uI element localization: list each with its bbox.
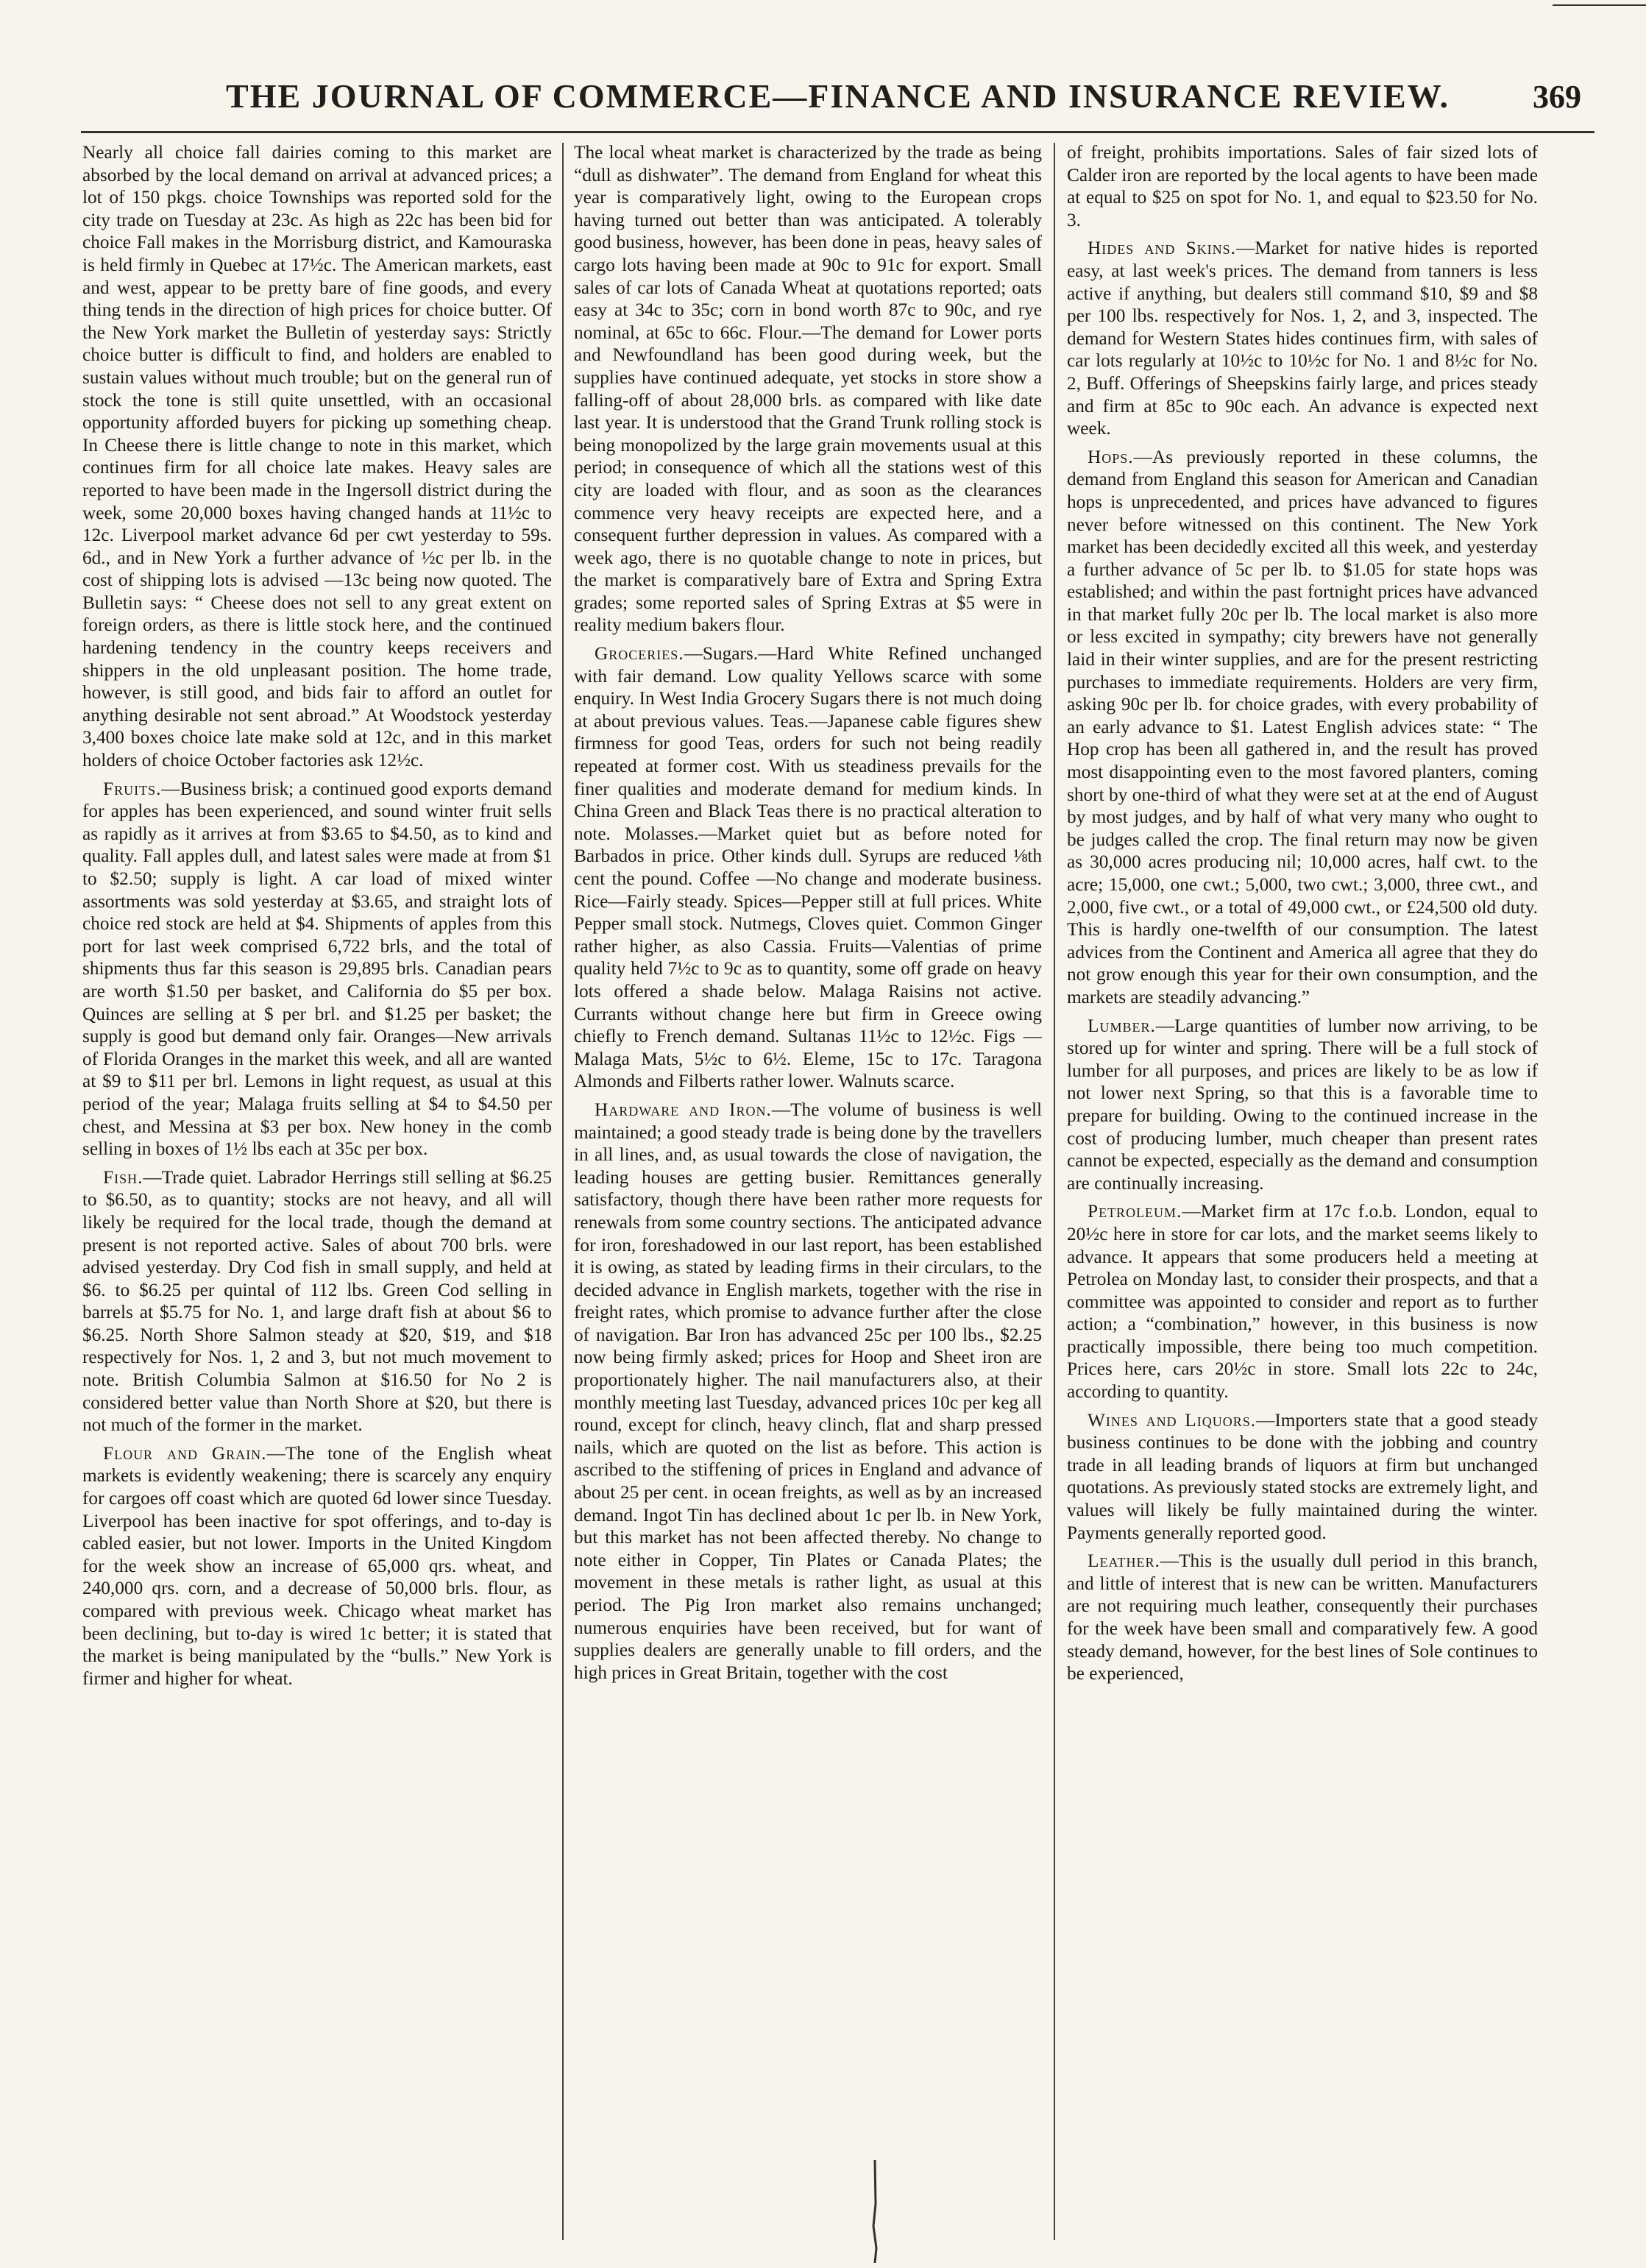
paragraph-text: of freight, prohibits importations. Sales of fair sized lots of Calder iron are reported by the local agents to have been made at equal to $25 on spot for No. 1, and equal to $23.50 for No. 3. bbox=[1067, 142, 1538, 230]
section-heading: Hops. bbox=[1088, 446, 1134, 467]
paragraph-text: —The volume of business is well maintained; a good steady trade is being done by the travellers in all lines, and, as usual towards the close of navigation, the leading houses are getting busier. Remittances generally satisfactory, though there have been rather more requests for renewals from some country sections. The anticipated advance for iron, foreshadowed in our last report, has been established it is owing, as stated by leading firms in their circulars, to the decided advance in English markets, together with the rise in freight rates, which promise to advance further after the close of navigation. Bar Iron has advanced 25c per 100 lbs., $2.25 now being firmly asked; prices for Hoop and Sheet iron are proportionately higher. The nail manufacturers also, at their monthly meeting last Tuesday, advanced prices 10c per keg all round, except for clinch, heavy clinch, flat and sharp pressed nails, which are quoted on the list as before. This action is ascribed to the stiffening of prices in England and advance of about 25 per cent. in ocean freights, as well as by an increased demand. Ingot Tin has declined about 1c per lb. in New York, but this market has not been affected thereby. No change to note either in Copper, Tin Plates or Canada Plates; the movement in these metals is rather light, as usual at this period. The Pig Iron market also remains unchanged; numerous enquiries have been received, but for want of supplies dealers are generally unable to fill orders, and the high prices in Great Britain, together with the cost bbox=[574, 1099, 1042, 1683]
section-heading: Lumber. bbox=[1088, 1015, 1156, 1036]
article-paragraph bbox=[82, 1442, 552, 1690]
paragraph-text: —Trade quiet. Labrador Herrings still selling at $6.25 to $6.50, as to quantity; stocks are not heavy, and all will likely be required for the local trade, though the demand at present is not reported active. Sales of about 700 brls. were advised yesterday. Dry Cod fish in small supply, and held at $6. to $6.25 per quintal of 112 lbs. Green Cod selling in barrels at $5.75 for No. 1, and large draft fish at about $6 to $6.25. North Shore Salmon steady at $20, $19, and $18 respectively for Nos. 1, 2 and 3, but not much movement to note. British Columbia Salmon at $16.50 for No 2 is considered better value than North Shore at $20, but there is not much of the former in the market. bbox=[82, 1166, 552, 1436]
paragraph-text: —Market firm at 17c f.o.b. London, equal to 20½c here in store for car lots, and the market seems likely to advance. It appears that some producers held a meeting at Petrolea on Monday last, to consider their prospects, and that a committee was appointed to consider and report as to further action; a “combination,” however, in this business is now practically impossible, there being too much competition. Prices here, cars 20½c in store. Small lots 22c to 24c, according to quantity. bbox=[1067, 1201, 1538, 1403]
section-heading: Hides and Skins. bbox=[1088, 238, 1236, 259]
article-paragraph bbox=[1067, 1550, 1538, 1685]
article-paragraph bbox=[574, 642, 1042, 1093]
section-heading: Wines and Liquors. bbox=[1088, 1409, 1257, 1431]
article-paragraph bbox=[82, 778, 552, 1160]
page-header bbox=[81, 71, 1594, 122]
paragraph-text: —Importers state that a good steady business continues to be done with the jobbing and country trade in all leading brands of liquors at firm but unchanged quotations. As previously stated stocks are extremely light, and values will likely be fully maintained during the winter. Payments generally reported good. bbox=[1067, 1409, 1538, 1543]
section-heading: Hardware and Iron. bbox=[595, 1099, 772, 1120]
article-paragraph bbox=[574, 141, 1042, 637]
paragraph-text: —Business brisk; a continued good exports demand for apples has been experienced, and sound winter fruit sells as rapidly as it arrives at from $3.65 to $4.50, as to kind and quality. Fall apples dull, and latest sales were made at from $1 to $2.50; supply is light. A car load of mixed winter assortments was sold yesterday at $3.65, and straight lots of choice red stock are held at $4. Shipments of apples from this port for last week comprised 6,722 brls, and the total of shipments thus far this season is 29,895 brls. Canadian pears are worth $1.50 per basket, and California do $5 per box. Quinces are selling at $ per brl. and $1.25 per basket; the supply is good but demand only fair. Oranges—New arrivals of Florida Oranges in the market this week, and all are wanted at $9 to $11 per brl. Lemons in light request, as usual at this period of the year; Malaga fruits selling at $4 to $4.50 per chest, and Messina at $3 per box. New honey in the comb selling in boxes of 1½ lbs each at 35c per box. bbox=[82, 778, 552, 1160]
article-paragraph bbox=[1067, 1409, 1538, 1545]
section-heading: Flour and Grain. bbox=[103, 1442, 267, 1464]
section-heading: Fruits. bbox=[103, 778, 162, 799]
paragraph-text: —This is the usually dull period in this branch, and little of interest that is new can be written. Manufacturers are not requiring much leather, consequently their purchases for the week have been small and comparatively few. A good steady demand, however, for the best lines of Sole continues to be experienced, bbox=[1067, 1551, 1538, 1684]
paragraph-text: —Large quantities of lumber now arriving, to be stored up for winter and spring. There will be a full stock of lumber for all purposes, and prices are likely to be as low if not lower next Spring, so that this is a favorable time to prepare for building. Owing to the continued increase in the cost of producing lumber, much cheaper than present rates cannot be expected, especially as the demand and consumption are continually increasing. bbox=[1067, 1015, 1538, 1194]
paragraph-text: —Sugars.—Hard White Refined unchanged with fair demand. Low quality Yellows scarce with some enquiry. In West India Grocery Sugars there is not much doing at about previous values. Teas.—Japanese cable figures shew firmness for good Teas, orders for such not being readily repeated at former cost. With us steadiness prevails for the finer qualities and moderate demand for medium kinds. In China Green and Black Teas there is no practical alteration to note. Molasses.—Market quiet but as before noted for Barbados in price. Other kinds dull. Syrups are reduced ⅛th cent the pound. Coffee —No change and moderate business. Rice—Fairly steady. Spices—Pepper still at full prices. White Pepper small stock. Nutmegs, Cloves quiet. Common Ginger rather higher, as also Cassia. Fruits—Valentias of prime quality held 7½c to 9c as to quantity, some off grade on heavy lots offered a shade below. Malaga Raisins not active. Currants without change here but firm in Greece owing chiefly to French demand. Sultanas 11½c to 12½c. Figs —Malaga Mats, 5½c to 6½. Eleme, 15c to 17c. Taragona Almonds and Filberts rather lower. Walnuts scarce. bbox=[574, 643, 1042, 1092]
article-paragraph bbox=[1067, 1200, 1538, 1403]
article-paragraph bbox=[82, 1166, 552, 1436]
column-divider bbox=[562, 143, 564, 2240]
edge-rule bbox=[1553, 4, 1646, 6]
column-1 bbox=[82, 141, 552, 2246]
paragraph-text: —As previously reported in these columns, the demand from England this season for American and Canadian hops is unprecedented, and prices have advanced to figures never before witnessed on this continent. The New York market has been decidedly excited all this week, and yesterday a further advance of 5c per lb. to $1.05 for state hops was established; and within the past fortnight prices have advanced in that market fully 20c per lb. The local market is also more or less excited in sympathy; city brewers have not generally laid in their winter supplies, and are for the present restricting purchases to immediate requirements. Holders are very firm, asking 90c per lb. for choice grades, with every probability of an early advance to $1. Latest English advices state: “ The Hop crop has been all gathered in, and the result has proved most disappointing even to the most favored planters, coming short by one-third of what they were set at at the end of August by most judges, and by half of what very many who ought to be judges called the crop. The final return may now be given as 30,000 acres producing nil; 10,000 acres, half cwt. to the acre; 15,000, one cwt.; 5,000, two cwt.; 3,000, three cwt., and 2,000, five cwt., or a total of 49,000 cwt., or £24,500 old duty. This is hardly one-twelfth of our consumption. The latest advices from the Continent and America all agree that they do not grow enough this year for their own consumption, and the markets are steadily advancing.” bbox=[1067, 446, 1538, 1007]
column-3 bbox=[1067, 141, 1538, 2246]
article-paragraph bbox=[1067, 237, 1538, 439]
running-title: THE JOURNAL OF COMMERCE—FINANCE AND INSURANCE REVIEW. bbox=[226, 77, 1450, 115]
section-heading: Petroleum. bbox=[1088, 1201, 1182, 1222]
column-divider bbox=[1054, 143, 1055, 2240]
paragraph-text: The local wheat market is characterized by the trade as being “dull as dishwater”. The demand from England for wheat this year is comparatively light, owing to the European crops having turned out better than was anticipated. A tolerably good business, however, has been done in peas, heavy sales of cargo lots having been made at 90c to 91c for export. Small sales of car lots of Canada Wheat at quotations reported; oats easy at 34c to 35c; corn in bond worth 87c to 90c, and rye nominal, at 65c to 66c. Flour.—The demand for Lower ports and Newfoundland has been good during week, but the supplies have continued adequate, yet stocks in store show a falling-off of about 28,000 brls. as compared with like date last year. It is understood that the Grand Trunk rolling stock is being monopolized by the large grain movements usual at this period; in consequence of which all the stations west of this city are loaded with flour, and as soon as the clearances commence very heavy receipts are expected here, and a consequent further depression in values. As compared with a week ago, there is no quotable change to note in prices, but the market is comparatively bare of Extra and Spring Extra grades; some reported sales of Spring Extras at $5 were in reality medium bakers flour. bbox=[574, 142, 1042, 636]
section-heading: Leather. bbox=[1088, 1551, 1160, 1572]
section-heading: Groceries. bbox=[595, 643, 684, 665]
column-2 bbox=[574, 141, 1042, 2246]
fold-mark bbox=[868, 2160, 881, 2263]
article-paragraph bbox=[1067, 141, 1538, 231]
page-number: 369 bbox=[1533, 79, 1581, 115]
paragraph-text: Nearly all choice fall dairies coming to this market are absorbed by the local demand on arrival at advanced prices; a lot of 150 pkgs. choice Townships was reported sold for the city trade on Tuesday at 23c. As high as 22c has been bid for choice Fall makes in the Morrisburg district, and Kamouraska is held firmly in Quebec at 17½c. The American markets, east and west, appear to be pretty bare of fine goods, and every thing tends in the direction of high prices for choice butter. Of the New York market the Bulletin of yesterday says: Strictly choice butter is difficult to find, and holders are enabled to sustain values without much trouble; but on the general run of stock the tone is still quite unsettled, with an occasional opportunity afforded buyers for picking up something cheap. In Cheese there is little change to note in this market, which continues firm for all choice late makes. Heavy sales are reported to have been made in the Ingersoll district during the week, some 20,000 boxes having changed hands at 11½c to 12c. Liverpool market advance 6d per cwt yesterday to 59s. 6d., and in New York a further advance of ½c per lb. in the cost of shipping lots is advised —13c being now quoted. The Bulletin says: “ Cheese does not sell to any great extent on foreign orders, as there is little stock here, and the continued hardening tendency in the country keeps receivers and shippers in the old unpleasant position. The home trade, however, is still good, and bids fair to afford an outlet for anything desirable not sent abroad.” At Woodstock yesterday 3,400 boxes choice late make sold at 12c, and in this market holders of choice October factories ask 12½c. bbox=[82, 142, 552, 771]
article-paragraph bbox=[1067, 1015, 1538, 1195]
header-rule bbox=[81, 131, 1594, 133]
paragraph-text: —The tone of the English wheat markets is evidently weakening; there is scarcely any enquiry for cargoes off coast which are quoted 6d lower since Tuesday. Liverpool has been inactive for spot offerings, and to-day is cabled easier, but not lower. Imports in the United Kingdom for the week show an increase of 65,000 qrs. wheat, and 240,000 qrs. corn, and a decrease of 50,000 brls. flour, as compared with previous week. Chicago wheat market has been declining, but to-day is wired 1c better; it is stated that the market is being manipulated by the “bulls.” New York is firmer and higher for wheat. bbox=[82, 1442, 552, 1689]
section-heading: Fish. bbox=[103, 1166, 143, 1188]
article-paragraph bbox=[82, 141, 552, 772]
article-paragraph bbox=[574, 1099, 1042, 1684]
article-paragraph bbox=[1067, 446, 1538, 1009]
paragraph-text: —Market for native hides is reported easy, at last week's prices. The demand from tanners is less active if anything, but dealers still command $10, $9 and $8 per 100 lbs. respectively for Nos. 1, 2, and 3, inspected. The demand for Western States hides continues firm, with sales of car lots regularly at 10½c to 10½c for No. 1 and 8½c for No. 2, Buff. Offerings of Sheepskins fairly large, and prices steady and firm at 85c to 90c each. An advance is expected next week. bbox=[1067, 238, 1538, 439]
